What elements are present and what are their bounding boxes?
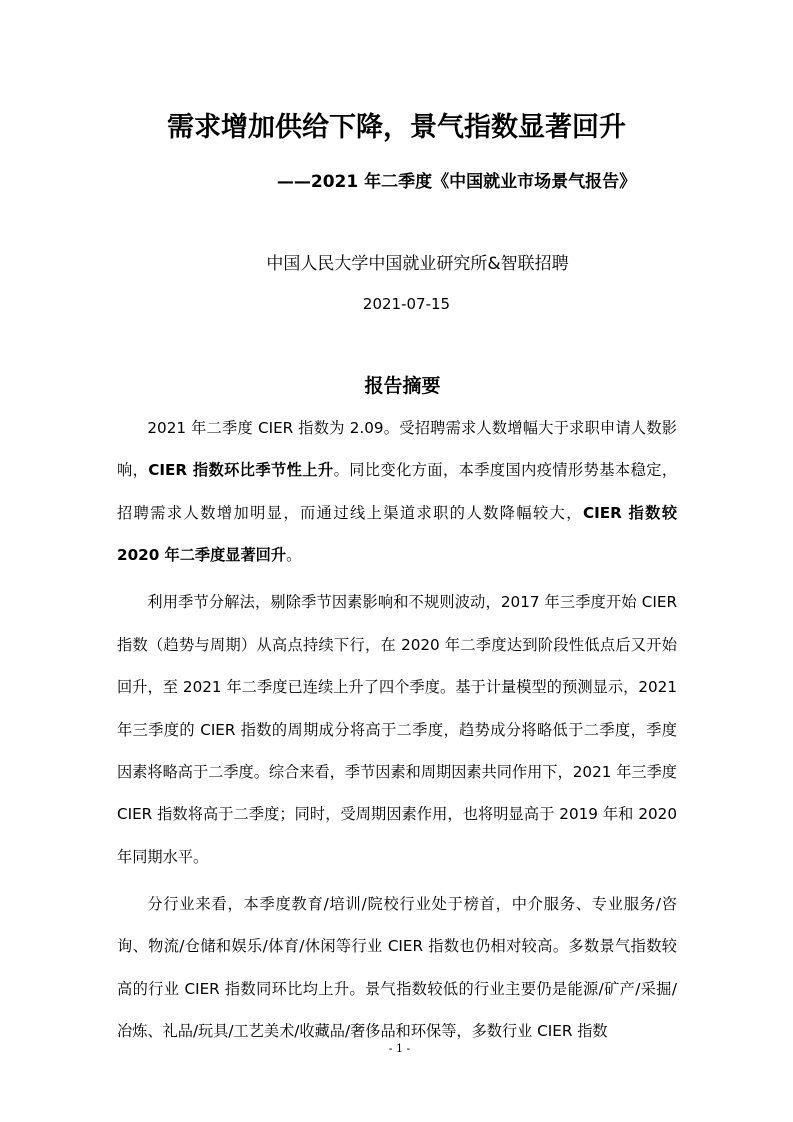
paragraph-1-text-c: 。 (286, 546, 302, 565)
document-title: 需求增加供给下降，景气指数显著回升 (167, 112, 626, 143)
organization: 中国人民大学中国就业研究所&智联招聘 (266, 254, 569, 274)
paragraph-2: 利用季节分解法，剔除季节因素影响和不规则波动，2017 年三季度开始 CIER 指数（趋势与周期）从高点持续下行，在 2020 年二季度达到阶段性低点后又开始回升，至 2021 年二季度已连续上升了四个季度。基于计量模型的预测显示，2021 年三季度的 CIER 指数的周期成分将高于二季度，趋势成分将略低于二季度，季度因素将略高于二季度。综合来看，季节因素和周期因素共同作用下，2021 年三季度 CIER 指数将高于二季度；同时，受周期因素作用，也将明显高于 2019 年和 2020 年同期水平。 (117, 593, 677, 866)
paragraph-1-text-b: 。同比变化方面，本季度国内疫情形势基本稳定，招聘需求人数增加明显，而通过线上渠道求职的人数降幅较大， (117, 461, 678, 522)
summary-body (117, 407, 677, 1057)
paragraph-1-bold-b: CIER 指数较 2020 年二季度显著回升 (117, 503, 678, 565)
paragraph-1-text-a: 2021 年二季度 CIER 指数为 2.09。受招聘需求人数增幅大于求职申请人数影响， (117, 419, 677, 480)
publish-date: 2021-07-15 (362, 295, 451, 313)
page-number: - 1 - (388, 1042, 411, 1055)
document-subtitle: ——2021 年二季度《中国就业市场景气报告》 (276, 172, 637, 192)
paragraph-1 (117, 407, 677, 577)
section-title: 报告摘要 (364, 375, 441, 397)
paragraph-1-bold-a: CIER 指数环比季节性上升 (148, 461, 334, 480)
paragraph-3: 分行业来看，本季度教育/培训/院校行业处于榜首，中介服务、专业服务/咨询、物流/仓储和娱乐/体育/休闲等行业 CIER 指数也仍相对较高。多数景气指数较高的行业 CIER 指数同环比均上升。景气指数较低的行业主要仍是能源/矿产/采掘/冶炼、礼品/玩具/工艺美术/收藏品/奢侈品和环保等，多数行业 CIER 指数 (117, 895, 677, 1041)
